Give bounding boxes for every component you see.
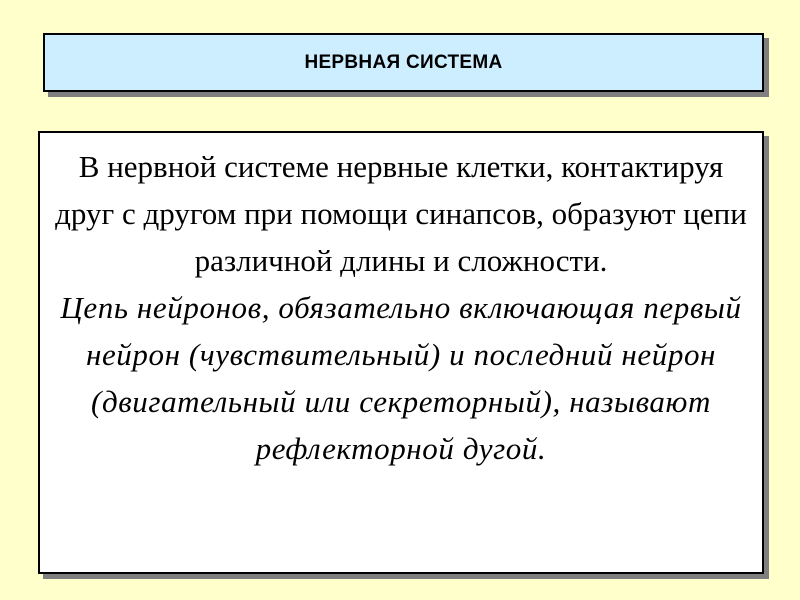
slide-title-box: [43, 33, 764, 92]
slide-content-box: [38, 131, 764, 574]
reflex-arc-paragraph: Цепь нейронов, обязательно включающая первый нейрон (чувствительный) и последний нейрон (двигательный или секреторный), называют рефлекторной дугой.: [60, 290, 742, 466]
slide-title: НЕРВНАЯ СИСТЕМА: [304, 51, 503, 73]
definition-paragraph: В нервной системе нервные клетки, контактируя друг с другом при помощи синапсов, образуют цепи различной длины и сложности.: [55, 149, 747, 278]
